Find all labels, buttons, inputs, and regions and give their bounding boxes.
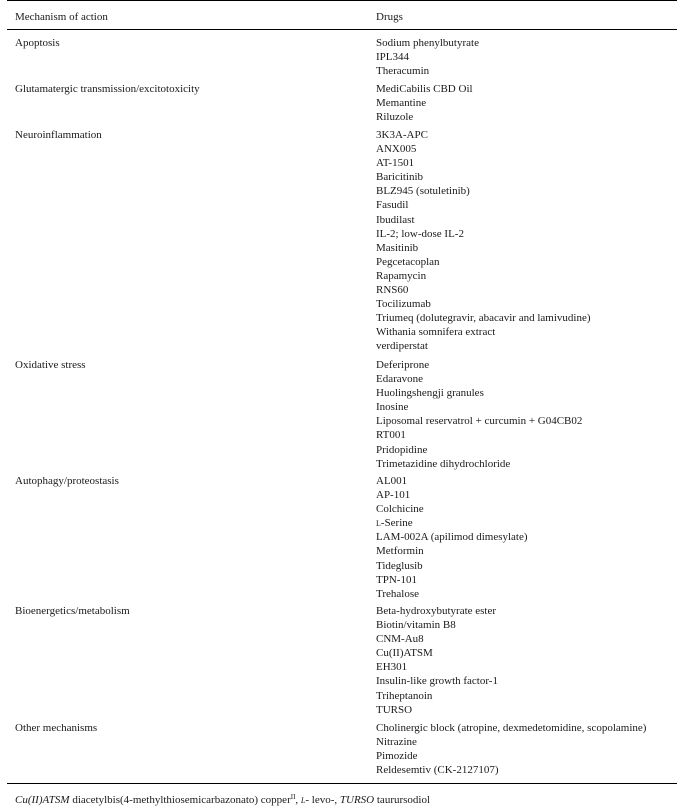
drug-list	[376, 604, 498, 717]
drug-item: Sodium phenylbutyrate	[376, 37, 479, 49]
drug-item: verdiperstat	[376, 340, 428, 353]
drug-item: Fasudil	[376, 199, 409, 212]
drug-item: Triumeq (dolutegravir, abacavir and lamivudine)	[376, 312, 591, 325]
drug-item: Deferiprone	[376, 359, 430, 371]
column-header-mechanism: Mechanism of action	[15, 11, 108, 23]
drug-item: Tideglusib	[376, 559, 423, 572]
mechanism-cell: Apoptosis	[15, 37, 60, 49]
footnote-abbr-turso: TURSO	[339, 794, 375, 806]
drug-list	[376, 82, 473, 124]
drug-list	[376, 474, 528, 601]
table-footnote	[15, 793, 430, 807]
drug-item: 3K3A-APC	[376, 129, 428, 141]
drug-item: Riluzole	[376, 111, 414, 124]
drug-item: CNM-Au8	[376, 633, 424, 646]
footnote-def-turso: taurursodiol	[374, 794, 431, 806]
drug-item: Masitinib	[376, 241, 419, 254]
drug-item: l-Serine	[376, 517, 413, 530]
drug-item: Inosine	[376, 401, 409, 414]
footnote-def-cuatsm: diacetylbis(4-methylthiosemicarbazonato) copper	[69, 794, 291, 806]
drug-item: AL001	[376, 475, 408, 487]
drug-item: Biotin/vitamin B8	[376, 619, 456, 632]
drug-item: Rapamycin	[376, 269, 427, 282]
mechanism-cell: Neuroinflammation	[15, 129, 102, 141]
mechanism-cell: Autophagy/proteostasis	[15, 475, 119, 487]
drug-item: Tocilizumab	[376, 298, 431, 311]
footnote-separator: ,	[295, 794, 301, 806]
drug-item: Memantine	[376, 97, 427, 110]
drug-list	[376, 721, 646, 777]
drug-item: Beta-hydroxybutyrate ester	[376, 605, 497, 617]
drug-item: Cu(II)ATSM	[376, 647, 433, 660]
drug-item: Theracumin	[376, 65, 430, 78]
drug-item: Pimozide	[376, 750, 418, 763]
mechanism-cell: Oxidative stress	[15, 359, 86, 371]
drug-item: AP-101	[376, 489, 411, 502]
drug-list	[376, 358, 582, 471]
drug-item: TPN-101	[376, 573, 417, 586]
footnote-abbr-levo: l-	[300, 794, 310, 806]
drug-item: Cholinergic block (atropine, dexmedetomidine, scopolamine)	[376, 722, 647, 734]
drug-item: Pridopidine	[376, 443, 428, 456]
drug-item: EH301	[376, 661, 408, 674]
drug-item: TURSO	[376, 703, 413, 716]
drug-item: Huolingshengji granules	[376, 387, 484, 400]
drug-item: MediCabilis CBD Oil	[376, 83, 473, 95]
drug-item: Triheptanoin	[376, 689, 433, 702]
table-bottom-rule	[7, 783, 677, 784]
drug-item: Pegcetacoplan	[376, 255, 440, 268]
footnote-abbr-cuatsm: Cu(II)ATSM	[15, 794, 70, 806]
drug-item: Insulin-like growth factor-1	[376, 675, 498, 688]
mechanism-cell: Other mechanisms	[15, 722, 98, 734]
drug-item: Baricitinib	[376, 171, 424, 184]
drug-item: Colchicine	[376, 503, 424, 516]
mechanism-cell: Bioenergetics/metabolism	[15, 605, 130, 617]
drug-item: LAM-002A (apilimod dimesylate)	[376, 531, 528, 544]
mechanism-cell: Glutamatergic transmission/excitotoxicity	[15, 83, 200, 95]
drug-item: Ibudilast	[376, 213, 415, 226]
drug-item: Metformin	[376, 545, 424, 558]
drug-item: Withania somnifera extract	[376, 326, 496, 339]
drug-item: Trehalose	[376, 587, 419, 600]
drug-list	[376, 128, 591, 354]
footnote-def-levo: levo-,	[309, 794, 340, 806]
drug-item: IPL344	[376, 51, 409, 64]
drug-item: IL-2; low-dose IL-2	[376, 227, 464, 240]
drug-item: RNS60	[376, 284, 409, 297]
drug-item: Nitrazine	[376, 736, 417, 749]
footnote-superscript: II	[290, 793, 296, 801]
drug-list	[376, 36, 479, 78]
drug-item: Edaravone	[376, 373, 424, 386]
drug-item: AT-1501	[376, 157, 415, 170]
drug-item: ANX005	[376, 143, 417, 156]
drug-item: BLZ945 (sotuletinib)	[376, 185, 470, 198]
drug-item: RT001	[376, 429, 406, 442]
column-header-drugs: Drugs	[376, 11, 403, 23]
drug-item: Reldesemtiv (CK-2127107)	[376, 764, 499, 777]
drug-item: Trimetazidine dihydrochloride	[376, 457, 511, 470]
drug-item: Liposomal reservatrol + curcumin + G04CB02	[376, 415, 583, 428]
